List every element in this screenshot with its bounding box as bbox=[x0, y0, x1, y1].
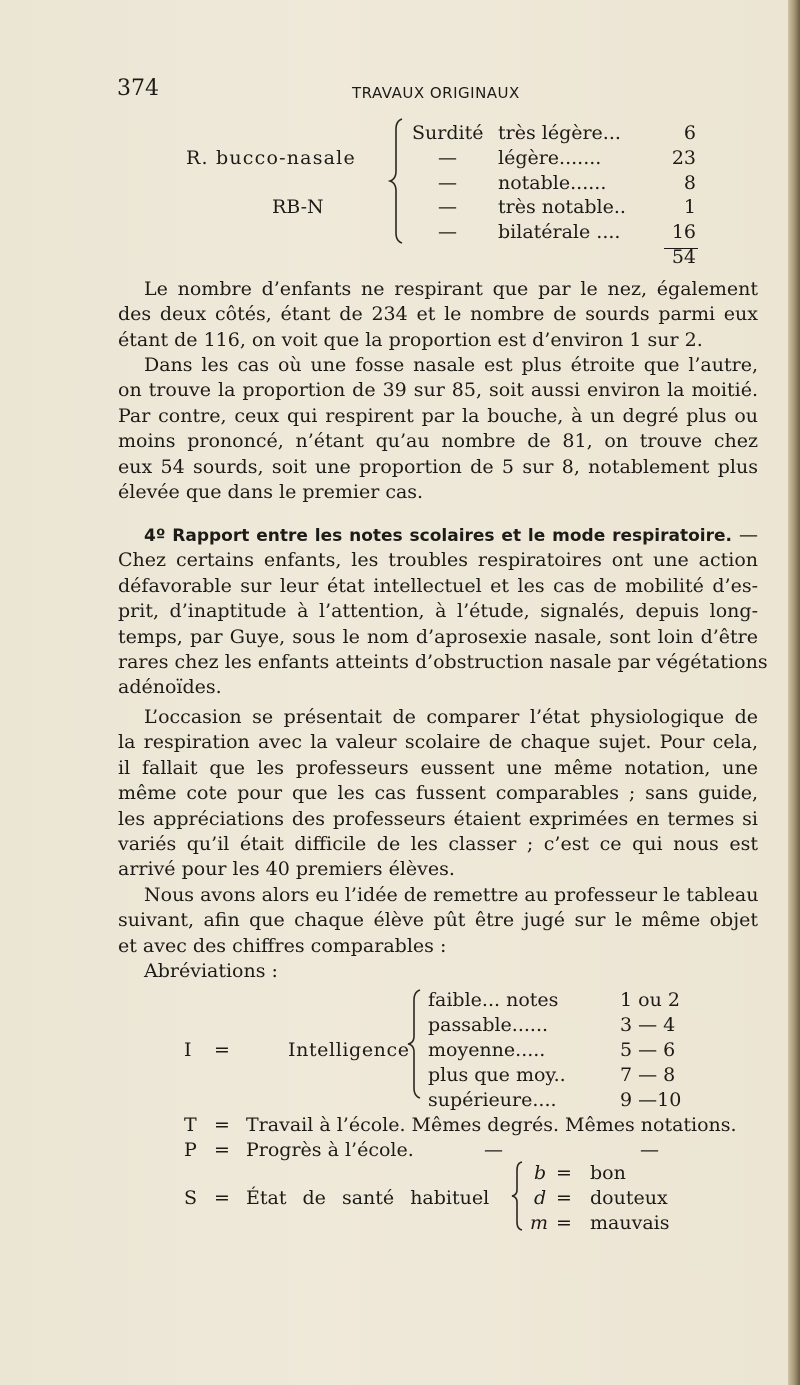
text-line: étant de 116, on voit que la proportion est d’environ 1 sur 2. bbox=[118, 328, 703, 351]
abbr-eq-p: = bbox=[214, 1139, 230, 1161]
sante-meaning-b: bon bbox=[590, 1162, 626, 1184]
grade-4-name: plus que moy.. bbox=[428, 1064, 566, 1086]
sante-meaning-m: mauvais bbox=[590, 1212, 670, 1234]
surdite-row-3-dash: — bbox=[438, 172, 457, 194]
surdite-row-3-degree: notable...... bbox=[498, 172, 607, 194]
surdite-row-4-value: 1 bbox=[683, 196, 696, 218]
paragraph-2 bbox=[118, 353, 758, 505]
grade-2-range: 3 — 4 bbox=[620, 1014, 676, 1036]
surdite-row-4-degree: très notable.. bbox=[498, 196, 626, 218]
surdite-total: 54 bbox=[671, 246, 696, 268]
sante-eq-b: = bbox=[556, 1162, 572, 1184]
text-line: élevée que dans le premier cas. bbox=[118, 480, 424, 503]
text-line: L’occasion se présentait de comparer l’état physiologique de bbox=[144, 706, 758, 728]
text-line: Chez certains enfants, les troubles respiratoires ont une action bbox=[118, 549, 758, 572]
surdite-row-5-value: 16 bbox=[671, 221, 696, 243]
text-line: rares chez les enfants atteints d’obstruction nasale par végétations bbox=[118, 650, 768, 673]
text-line: il fallait que les professeurs eussent une même notation, une bbox=[118, 756, 758, 779]
abbr-text-p: Progrès à l’école. bbox=[246, 1139, 414, 1161]
sante-meaning-d: douteux bbox=[590, 1187, 668, 1209]
section-heading-line bbox=[118, 523, 758, 548]
text-line: variés qu’il était difficile de les classer ; c’est ce qui nous est bbox=[118, 832, 758, 855]
heading-dash: — bbox=[738, 524, 758, 546]
abbr-label-intelligence: Intelligence bbox=[288, 1039, 410, 1061]
grade-1-range: 1 ou 2 bbox=[620, 989, 680, 1011]
surdite-brace bbox=[388, 117, 408, 245]
surdite-row-2-value: 23 bbox=[671, 147, 696, 169]
grade-3-range: 5 — 6 bbox=[620, 1039, 676, 1061]
surdite-row-5-degree: bilatérale .... bbox=[498, 221, 621, 243]
abbr-p-dash-1: — bbox=[484, 1139, 503, 1161]
sante-code-d: d bbox=[534, 1187, 547, 1209]
section-heading: 4º Rapport entre les notes scolaires et le mode respiratoire. bbox=[144, 526, 732, 546]
sante-code-b: b bbox=[534, 1162, 547, 1184]
surdite-row-3-value: 8 bbox=[683, 172, 696, 194]
sante-eq-m: = bbox=[556, 1212, 572, 1234]
surdite-row-1-value: 6 bbox=[683, 122, 696, 144]
abbr-letter-s: S bbox=[184, 1187, 198, 1209]
text-line: la respiration avec la valeur scolaire de chaque sujet. Pour cela, bbox=[118, 731, 758, 754]
sante-code-m: m bbox=[530, 1212, 549, 1234]
text-line: temps, par Guye, sous le nom d’aprosexie nasale, sont loin d’être bbox=[118, 625, 758, 648]
surdite-row-2-degree: légère....... bbox=[498, 147, 602, 169]
abbr-letter-t: T bbox=[184, 1114, 197, 1136]
abbr-label-sante: État de santé habituel bbox=[246, 1187, 490, 1209]
text-line: arrivé pour les 40 premiers élèves. bbox=[118, 858, 455, 881]
grade-5-range: 9 —10 bbox=[620, 1089, 682, 1111]
grade-1-name: faible... notes bbox=[428, 989, 559, 1011]
surdite-row-1-degree: très légère... bbox=[498, 122, 621, 144]
text-line: prit, d’inaptitude à l’attention, à l’étude, signalés, depuis long- bbox=[118, 600, 758, 623]
grade-2-name: passable...... bbox=[428, 1014, 549, 1036]
page-edge-shadow bbox=[788, 0, 800, 1385]
abbr-eq-t: = bbox=[214, 1114, 230, 1136]
text-line: Par contre, ceux qui respirent par la bouche, à un degré plus ou bbox=[118, 404, 758, 427]
surdite-row-2-dash: — bbox=[438, 147, 457, 169]
grade-5-name: supérieure.... bbox=[428, 1089, 557, 1111]
text-line: eux 54 sourds, soit une proportion de 5 sur 8, notablement plus bbox=[118, 455, 758, 478]
grade-4-range: 7 — 8 bbox=[620, 1064, 676, 1086]
section-4 bbox=[118, 523, 768, 701]
surdite-row-4-dash: — bbox=[438, 196, 457, 218]
text-line: Dans les cas où une fosse nasale est plus étroite que l’autre, bbox=[144, 354, 758, 376]
intelligence-brace bbox=[404, 988, 424, 1100]
page-number: 374 bbox=[117, 76, 159, 101]
abbreviations-label: Abréviations : bbox=[144, 960, 278, 983]
text-line: et avec des chiffres comparables : bbox=[118, 934, 447, 957]
abbr-eq-s: = bbox=[214, 1187, 230, 1209]
abbr-letter-p: P bbox=[184, 1139, 197, 1161]
text-line: adénoïdes. bbox=[118, 676, 222, 699]
text-line: Nous avons alors eu l’idée de remettre au professeur le tableau bbox=[144, 884, 759, 906]
grade-3-name: moyenne..... bbox=[428, 1039, 546, 1061]
paragraph-1 bbox=[118, 277, 758, 353]
surdite-row-5-dash: — bbox=[438, 221, 457, 243]
paragraph-4 bbox=[118, 705, 758, 883]
text-line: on trouve la proportion de 39 sur 85, soit aussi environ la moitié. bbox=[118, 379, 758, 402]
text-line: défavorable sur leur état intellectuel et les cas de mobilité d’es- bbox=[118, 574, 758, 597]
text-line: suivant, afin que chaque élève pût être jugé sur le même objet bbox=[118, 909, 758, 932]
surdite-row-1-label: Surdité bbox=[412, 122, 484, 144]
paragraph-5 bbox=[118, 883, 758, 985]
surdite-label-1: R. bucco-nasale bbox=[186, 147, 356, 169]
sante-brace bbox=[508, 1160, 526, 1232]
abbr-text-t: Travail à l’école. Mêmes degrés. Mêmes notations. bbox=[246, 1114, 737, 1136]
text-line: moins prononcé, n’étant qu’au nombre de 81, on trouve chez bbox=[118, 430, 758, 453]
abbr-eq-i: = bbox=[214, 1039, 230, 1061]
text-line: des deux côtés, étant de 234 et le nombre de sourds parmi eux bbox=[118, 303, 758, 326]
running-title: TRAVAUX ORIGINAUX bbox=[352, 84, 520, 102]
sante-eq-d: = bbox=[556, 1187, 572, 1209]
text-line: Le nombre d’enfants ne respirant que par le nez, également bbox=[144, 278, 758, 300]
abbr-letter-i: I bbox=[184, 1039, 192, 1061]
surdite-label-2: RB-N bbox=[272, 196, 324, 218]
text-line: les appréciations des professeurs étaient exprimées en termes si bbox=[118, 807, 758, 830]
abbr-p-dash-2: — bbox=[640, 1139, 659, 1161]
text-line: même cote pour que les cas fussent comparables ; sans guide, bbox=[118, 782, 758, 805]
